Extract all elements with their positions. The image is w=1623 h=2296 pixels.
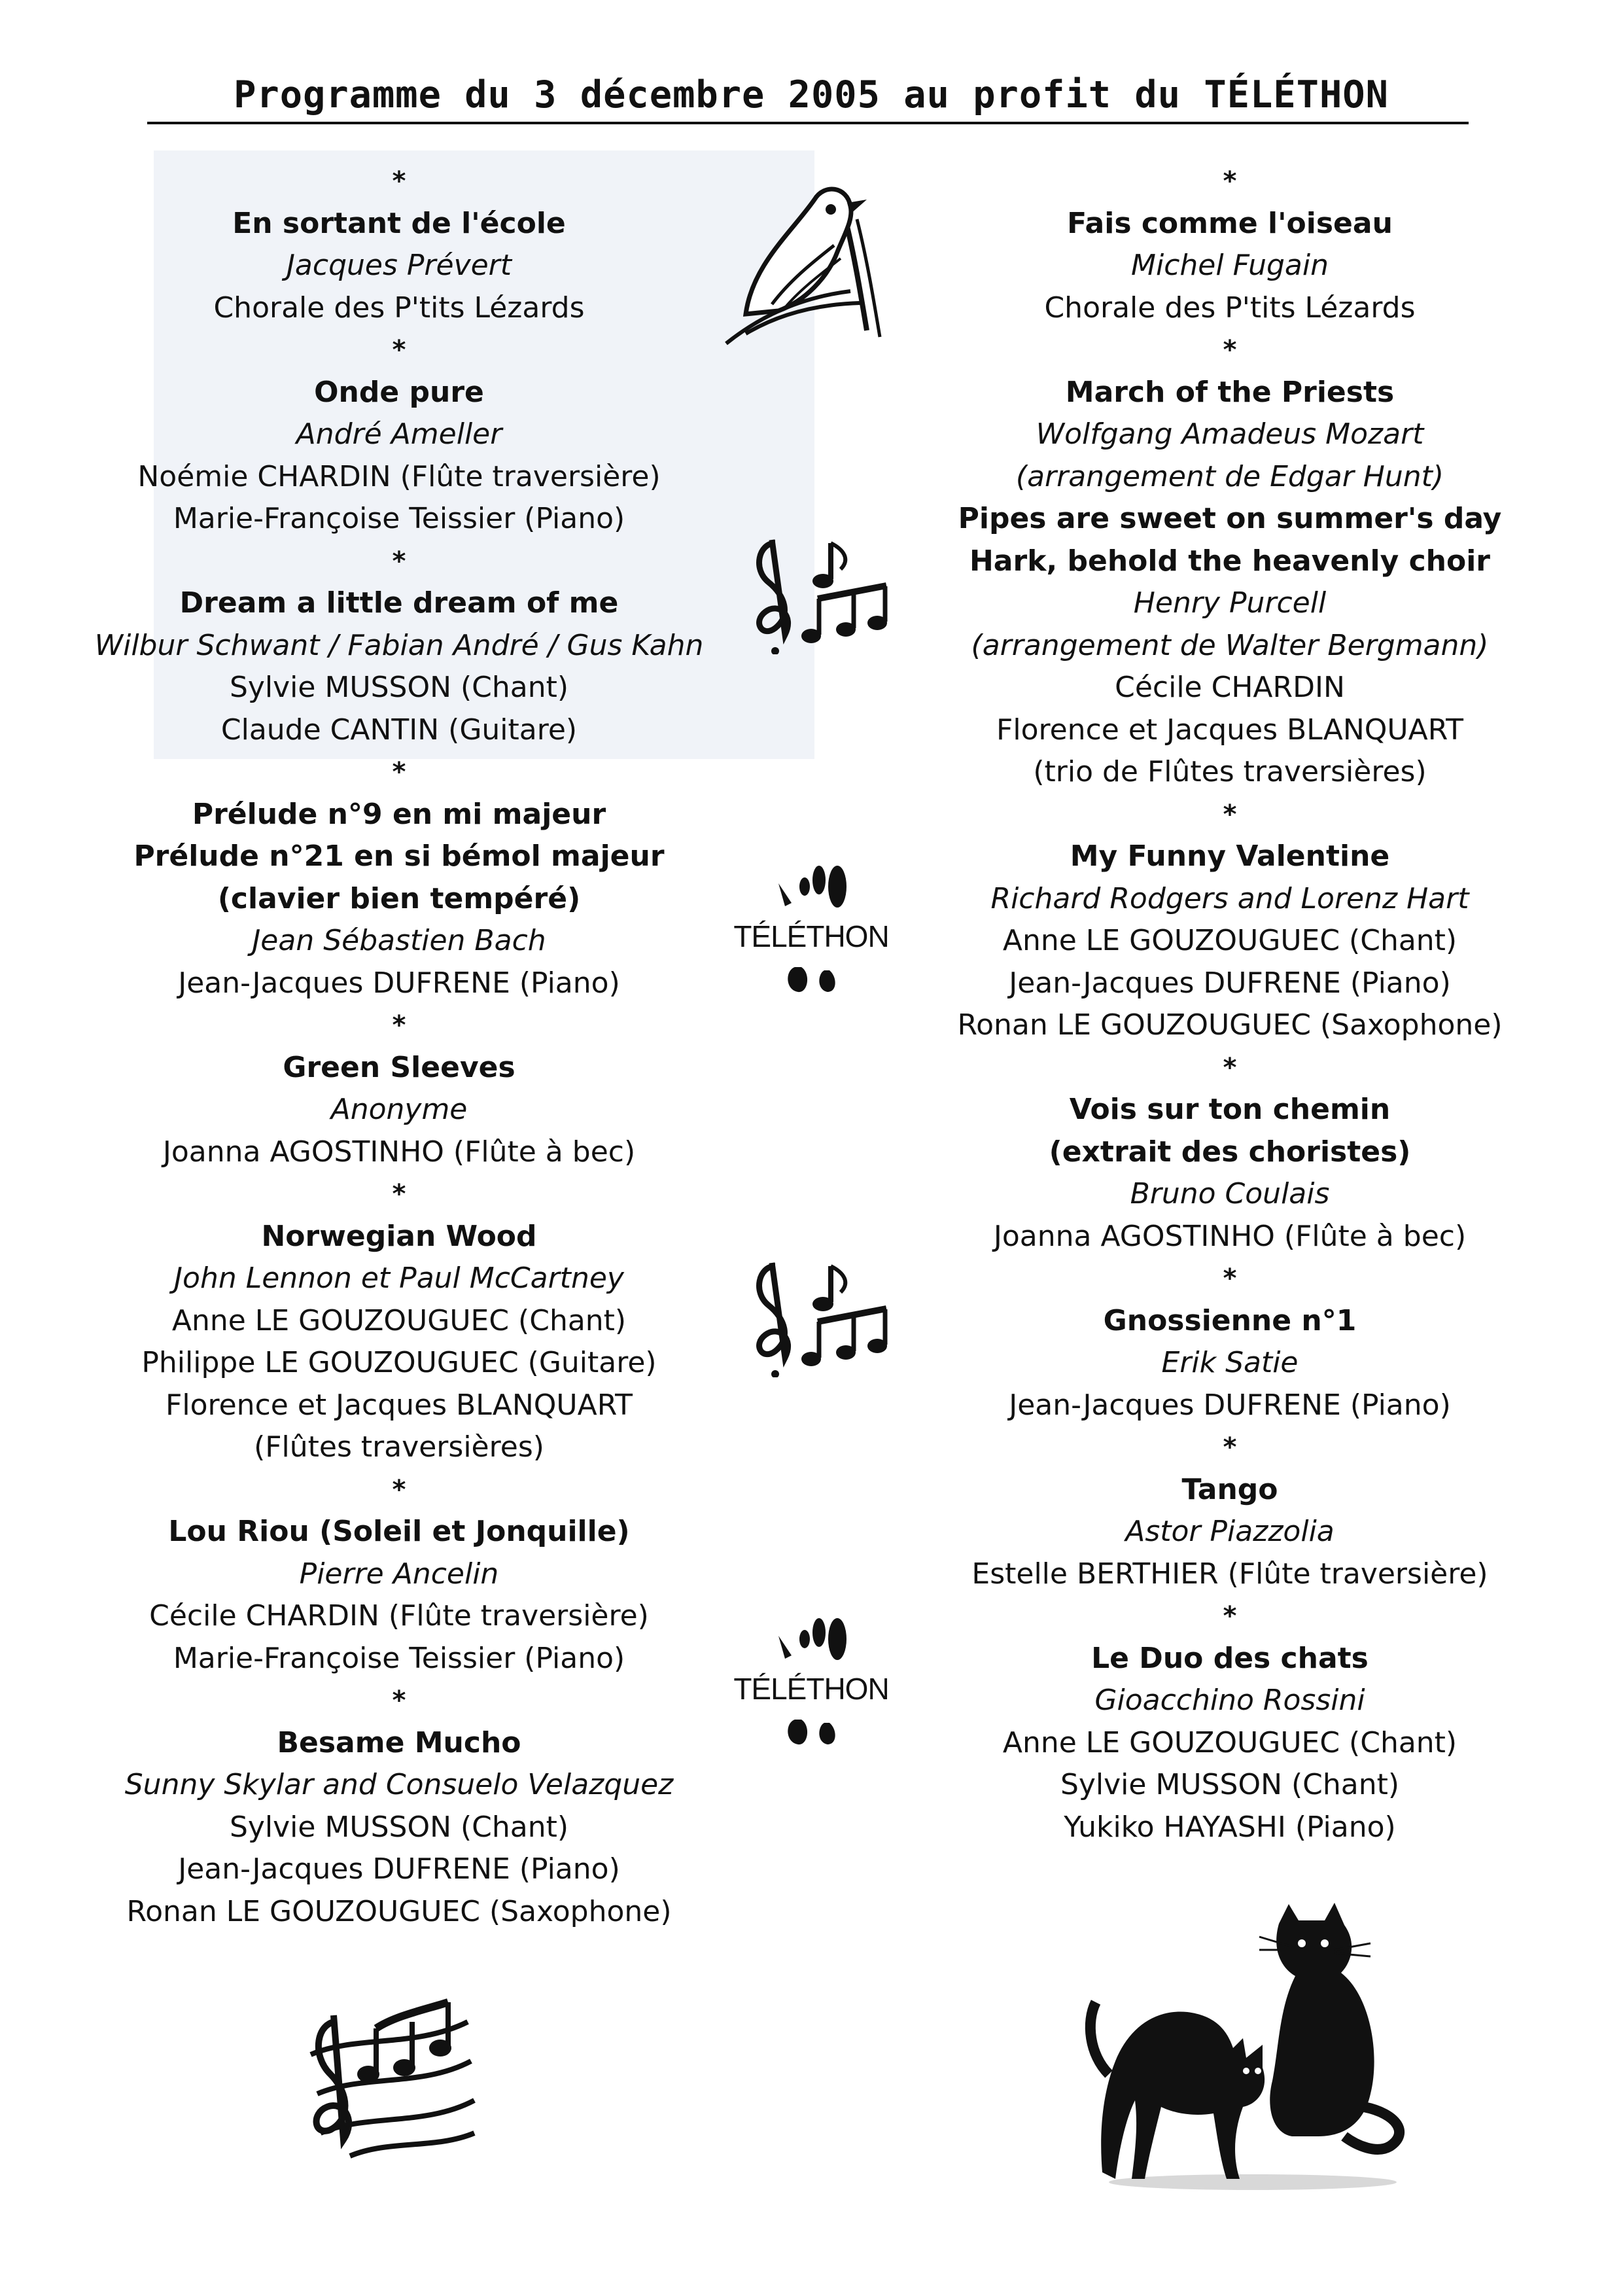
left-line: Jean-Jacques DUFRENE (Piano): [178, 966, 620, 1000]
telethon-feet-icon-2: [739, 1706, 883, 1752]
right-line: Anne LE GOUZOUGUEC (Chant): [1002, 924, 1457, 957]
left-line: Sunny Skylar and Consuelo Velazquez: [124, 1768, 674, 1801]
left-line: Besame Mucho: [277, 1725, 521, 1759]
left-line: Anne LE GOUZOUGUEC (Chant): [171, 1303, 627, 1337]
right-line: Michel Fugain: [1131, 249, 1329, 282]
left-line: Prélude n°9 en mi majeur: [192, 797, 606, 831]
telethon-hands-icon-2: [739, 1610, 883, 1669]
right-line: Gnossienne n°1: [1103, 1303, 1357, 1337]
right-line: Gioacchino Rossini: [1094, 1684, 1365, 1717]
right-line: Richard Rodgers and Lorenz Hart: [990, 881, 1469, 915]
right-line: Astor Piazzolia: [1125, 1515, 1335, 1548]
left-line: Prélude n°21 en si bémol majeur: [133, 839, 665, 873]
right-line: Yukiko HAYASHI (Piano): [1064, 1810, 1396, 1844]
left-line: Marie-Françoise Teissier (Piano): [173, 1641, 625, 1675]
telethon-label: TÉLÉTHON: [733, 919, 889, 953]
right-line: (extrait des choristes): [1049, 1135, 1411, 1169]
telethon-label-2: TÉLÉTHON: [733, 1672, 889, 1706]
page-title: Programme du 3 décembre 2005 au profit du TÉLÉTHON: [234, 73, 1389, 116]
right-separator: *: [1221, 1432, 1238, 1462]
left-line: Dream a little dream of me: [179, 586, 619, 620]
left-separator: *: [391, 1010, 408, 1040]
program-column-left: [72, 160, 726, 1933]
right-line: (trio de Flûtes traversières): [1033, 755, 1427, 788]
music-staff-icon: [298, 1976, 481, 2172]
left-line: Chorale des P'tits Lézards: [213, 291, 585, 325]
right-line: Estelle BERTHIER (Flûte traversière): [971, 1557, 1488, 1591]
right-line: Pipes are sweet on summer's day: [958, 502, 1502, 535]
left-line: Marie-Françoise Teissier (Piano): [173, 502, 625, 535]
right-line: (arrangement de Walter Bergmann): [971, 628, 1489, 662]
left-separator: *: [391, 546, 408, 576]
left-separator: *: [391, 1686, 408, 1716]
left-line: Noémie CHARDIN (Flûte traversière): [137, 459, 661, 493]
right-line: Vois sur ton chemin: [1069, 1093, 1391, 1126]
right-line: Wolfgang Amadeus Mozart: [1036, 417, 1424, 451]
left-line: Anonyme: [330, 1093, 468, 1126]
left-line: Wilbur Schwant / Fabian André / Gus Kahn: [94, 628, 704, 662]
left-line: André Ameller: [296, 417, 502, 451]
cats-illustration: [1083, 1898, 1423, 2199]
right-line: Henry Purcell: [1133, 586, 1327, 620]
telethon-feet-icon: [739, 954, 883, 1000]
left-separator: *: [391, 335, 408, 365]
right-line: Anne LE GOUZOUGUEC (Chant): [1002, 1725, 1457, 1759]
left-line: Florence et Jacques BLANQUART: [166, 1388, 633, 1422]
left-line: Joanna AGOSTINHO (Flûte à bec): [162, 1135, 636, 1169]
left-line: En sortant de l'école: [232, 206, 566, 240]
left-line: Philippe LE GOUZOUGUEC (Guitare): [141, 1346, 657, 1379]
left-separator: *: [391, 1474, 408, 1505]
right-separator: *: [1221, 335, 1238, 365]
left-line: Jean Sébastien Bach: [252, 924, 546, 957]
right-line: Cécile CHARDIN: [1115, 671, 1345, 704]
left-line: Claude CANTIN (Guitare): [220, 713, 578, 747]
right-line: Florence et Jacques BLANQUART: [996, 713, 1463, 747]
left-line: Pierre Ancelin: [299, 1557, 499, 1591]
right-line: Joanna AGOSTINHO (Flûte à bec): [993, 1219, 1467, 1253]
left-line: (clavier bien tempéré): [217, 881, 581, 915]
right-separator: *: [1221, 799, 1238, 830]
left-separator: *: [391, 1179, 408, 1209]
telethon-hands-icon: [739, 857, 883, 916]
right-line: (arrangement de Edgar Hunt): [1015, 459, 1444, 493]
right-line: Chorale des P'tits Lézards: [1044, 291, 1416, 325]
right-line: Sylvie MUSSON (Chant): [1060, 1768, 1400, 1801]
left-line: Sylvie MUSSON (Chant): [229, 1810, 569, 1844]
telethon-logo-2: [726, 1610, 896, 1780]
right-separator: *: [1221, 1052, 1238, 1083]
bird-icon: [720, 173, 909, 350]
right-line: Hark, behold the heavenly choir: [969, 544, 1491, 578]
right-separator: *: [1221, 166, 1238, 196]
left-line: Jean-Jacques DUFRENE (Piano): [178, 1852, 620, 1886]
left-line: Sylvie MUSSON (Chant): [229, 671, 569, 704]
title-underline: [147, 122, 1469, 124]
right-line: Bruno Coulais: [1130, 1177, 1330, 1210]
right-line: Tango: [1181, 1472, 1278, 1506]
music-notes-icon: [746, 530, 896, 654]
right-line: My Funny Valentine: [1070, 839, 1390, 873]
right-line: Ronan LE GOUZOUGUEC (Saxophone): [957, 1008, 1503, 1042]
program-column-right: [899, 160, 1560, 1848]
right-line: Erik Satie: [1161, 1346, 1299, 1379]
music-notes-icon-2: [746, 1253, 896, 1377]
left-separator: *: [391, 166, 408, 196]
left-line: Onde pure: [314, 375, 484, 409]
right-separator: *: [1221, 1601, 1238, 1631]
left-line: Jacques Prévert: [286, 249, 512, 282]
left-line: (Flûtes traversières): [254, 1430, 544, 1464]
left-line: Cécile CHARDIN (Flûte traversière): [149, 1599, 649, 1633]
left-line: Norwegian Wood: [261, 1219, 537, 1253]
right-line: Jean-Jacques DUFRENE (Piano): [1009, 966, 1451, 1000]
left-line: Ronan LE GOUZOUGUEC (Saxophone): [126, 1894, 672, 1928]
telethon-logo: [726, 857, 896, 1027]
left-line: Lou Riou (Soleil et Jonquille): [168, 1515, 630, 1548]
right-separator: *: [1221, 1263, 1238, 1294]
right-line: Fais comme l'oiseau: [1067, 206, 1393, 240]
right-line: March of the Priests: [1065, 375, 1395, 409]
right-line: Le Duo des chats: [1091, 1641, 1369, 1675]
left-separator: *: [391, 757, 408, 787]
right-line: Jean-Jacques DUFRENE (Piano): [1009, 1388, 1451, 1422]
left-line: John Lennon et Paul McCartney: [174, 1262, 624, 1295]
left-line: Green Sleeves: [283, 1050, 515, 1084]
